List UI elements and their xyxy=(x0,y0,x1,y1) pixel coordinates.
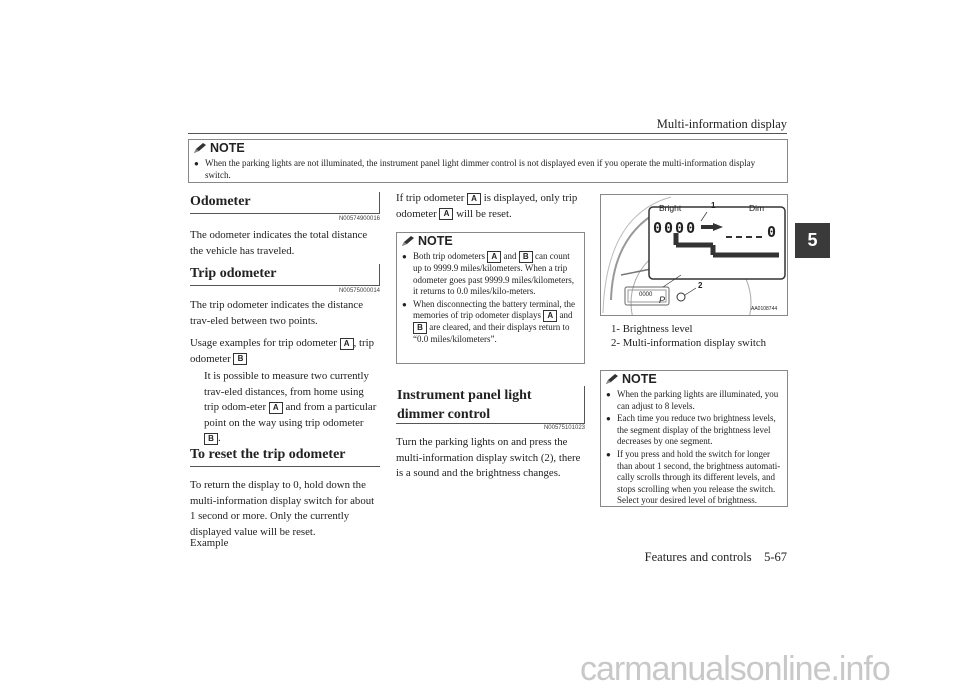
odometer-heading: Odometer xyxy=(190,194,251,209)
instrument-figure xyxy=(600,194,788,316)
note-pencil-icon xyxy=(605,373,619,385)
note-text: Each time you reduce two brightness levels, the segment display of the brightness level decreases by one segment. xyxy=(617,413,776,447)
odometer-text: The odometer indicates the total distance the vehicle has traveled. xyxy=(190,229,368,257)
bright-label: Bright xyxy=(659,203,682,213)
header-rule xyxy=(188,133,787,134)
section-code: N00575000014 xyxy=(338,288,380,294)
note-text: If you press and hold the switch for longer than about 1 second, the brightness automati-cally scrolls through its different levels, and stops scrolling when you release the switch. Select your desired level of brightness. xyxy=(617,448,781,506)
note-text: Both trip odometers A and B can count up to 9999.9 miles/kilometers. When a trip odometer goes past 9999.9 miles/kilometers, it returns to 0.0 miles/kilo-meters. xyxy=(413,251,574,297)
bullet-icon: ● xyxy=(606,390,611,399)
note-text: When the parking lights are illuminated, you can adjust to 8 levels. xyxy=(617,389,779,411)
page-header-title: Multi-information display xyxy=(656,117,787,131)
right-note-box xyxy=(600,370,788,507)
note-text: When disconnecting the battery terminal, the memories of trip odometer displays A and B are cleared, and their displays return to “0.0 miles/kilometers”. xyxy=(413,298,575,345)
note-label: NOTE xyxy=(418,234,453,248)
gear-indicator: P xyxy=(659,295,666,305)
note-header xyxy=(601,371,787,387)
section-code: N00574900016 xyxy=(338,216,380,222)
note-label: NOTE xyxy=(622,372,657,386)
reset-note-paragraph: If trip odometer A is displayed, only trip odometer A will be reset. xyxy=(396,192,578,220)
heading-rule xyxy=(396,423,585,424)
heading-vrule xyxy=(379,192,380,213)
small-odometer-digits: 0000 xyxy=(639,292,653,298)
trip-odometer-heading: Trip odometer xyxy=(190,266,277,281)
key-b-icon: B xyxy=(204,433,218,445)
cluster-illustration xyxy=(601,195,787,315)
note-pencil-icon xyxy=(193,142,207,154)
key-a-icon: A xyxy=(439,208,453,220)
caption-2: 2- Multi-information display switch xyxy=(611,337,767,349)
segment-display-right: 0 xyxy=(767,223,777,241)
note-body xyxy=(601,387,787,512)
heading-rule xyxy=(190,466,380,467)
dimmer-heading: Instrument panel light dimmer control xyxy=(397,388,532,422)
footer-page-number: 5-67 xyxy=(764,550,787,564)
note-body xyxy=(189,156,787,186)
key-b-icon: B xyxy=(233,353,247,365)
watermark: carmanualsonline.info xyxy=(580,650,890,688)
bullet-icon: ● xyxy=(194,159,199,168)
trip-odometer-intro: The trip odometer indicates the distance trav-eled between two points. xyxy=(190,299,363,327)
chapter-tab: 5 xyxy=(795,223,830,258)
footer-section: Features and controls xyxy=(644,550,752,564)
bullet-icon: ● xyxy=(402,252,407,261)
key-a-icon: A xyxy=(543,310,557,322)
key-a-icon: A xyxy=(269,402,283,414)
note-pencil-icon xyxy=(401,235,415,247)
segment-display-left: 0000 xyxy=(653,219,698,237)
heading-rule xyxy=(190,213,380,214)
callout-1: 1 xyxy=(711,201,716,210)
usage-indent-text: It is possible to measure two currently trav-eled distances, from home using trip odom-eter A and from a particular point on the way using trip odometer B . xyxy=(204,370,377,444)
note-text: When the parking lights are not illuminated, the instrument panel light dimmer control is not displayed even if you operate the multi-information display switch. xyxy=(205,158,756,180)
note-header xyxy=(397,233,584,249)
reset-heading: To reset the trip odometer xyxy=(190,447,346,462)
key-a-icon: A xyxy=(340,338,354,350)
dim-label: Dim xyxy=(749,203,765,213)
key-b-icon: B xyxy=(519,251,533,263)
callout-2: 2 xyxy=(698,281,703,290)
note-header xyxy=(189,140,787,156)
section-code: N00575101023 xyxy=(543,425,585,431)
bullet-icon: ● xyxy=(402,299,407,309)
heading-vrule xyxy=(379,264,380,285)
caption-1: 1- Brightness level xyxy=(611,323,693,335)
key-a-icon: A xyxy=(487,251,501,263)
key-a-icon: A xyxy=(467,193,481,205)
note-label: NOTE xyxy=(210,141,245,155)
heading-vrule xyxy=(584,386,585,423)
note-body xyxy=(397,249,584,351)
example-label: Example xyxy=(190,537,229,549)
page-footer xyxy=(645,550,787,565)
reset-text: To return the display to 0, hold down the multi-information display switch for about 1 second or more. Only the currently displayed value will be reset. xyxy=(190,479,375,538)
bullet-icon: ● xyxy=(606,414,611,424)
middle-note-box xyxy=(396,232,585,364)
top-note-box xyxy=(188,139,788,183)
dimmer-text: Turn the parking lights on and press the multi-information display switch (2), there is a sound and the brightness changes. xyxy=(396,436,581,479)
heading-rule xyxy=(190,285,380,286)
figure-code: AA0108744 xyxy=(751,306,778,312)
key-b-icon: B xyxy=(413,322,427,334)
usage-examples: Usage examples for trip odometer A , trip odometer B xyxy=(190,337,375,365)
bullet-icon: ● xyxy=(606,449,611,459)
